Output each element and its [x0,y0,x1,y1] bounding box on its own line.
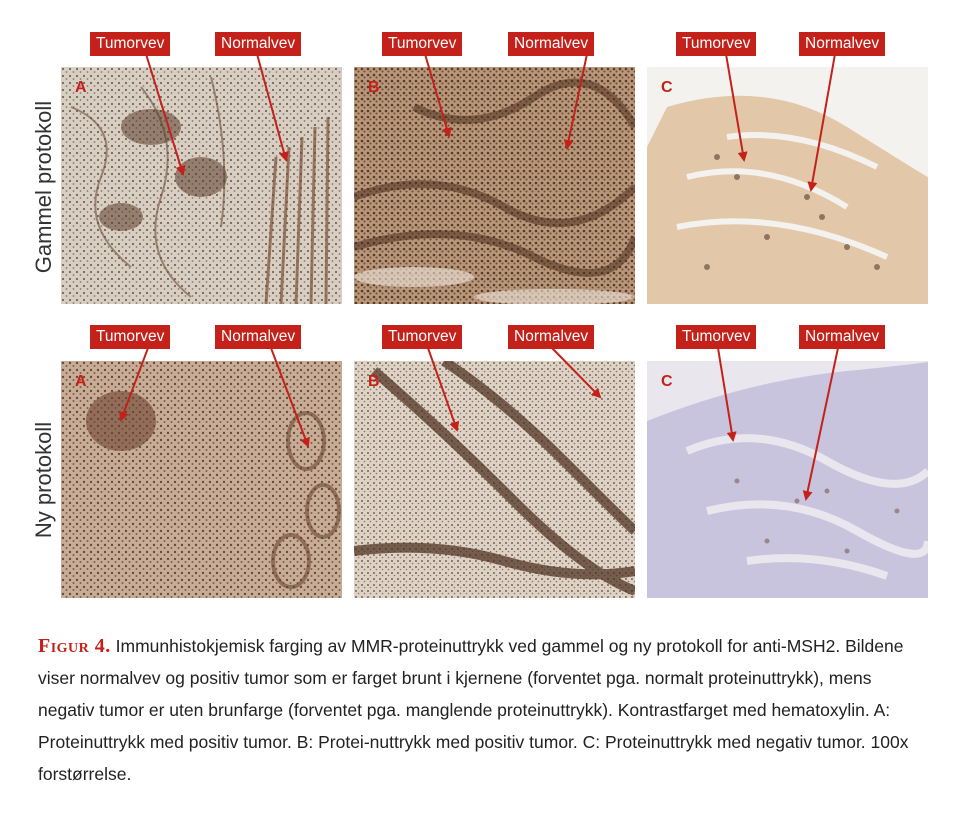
histology-image-new-a [61,361,342,598]
tag-old-a-tumor: Tumorvev [90,32,170,56]
tag-old-a-normal: Normalvev [215,32,301,56]
tag-new-c-tumor: Tumorvev [676,325,756,349]
tag-new-b-normal: Normalvev [508,325,594,349]
panel-old-a [61,67,342,304]
panel-new-a [61,361,342,598]
histology-image-old-b [354,67,635,304]
row-label-new-protocol: Ny protokoll [31,421,56,539]
row-label-old-protocol: Gammel protokoll [31,100,56,274]
panel-new-b [354,361,635,598]
histology-image-old-a [61,67,342,304]
panel-letter-a: A [75,79,87,96]
panel-letter-c: C [661,373,673,390]
tag-new-a-tumor: Tumorvev [90,325,170,349]
tag-old-b-normal: Normalvev [508,32,594,56]
figure-caption [38,630,918,790]
panel-letter-a: A [75,373,87,390]
tag-new-a-normal: Normalvev [215,325,301,349]
panel-letter-b: B [368,373,380,390]
tag-old-c-normal: Normalvev [799,32,885,56]
panel-letter-c: C [661,79,673,96]
tag-new-c-normal: Normalvev [799,325,885,349]
caption-text: Immunhistokjemisk farging av MMR-proteinuttrykk ved gammel og ny protokoll for anti-MSH2. Bildene viser normalvev og positiv tumor som er farget brunt i kjernene (forventet pga. normalt proteinuttrykk), mens negativ tumor er uten brunfarge (forventet pga. manglende proteinuttrykk). Kontrastfarget med hematoxylin. A: Proteinuttrykk med positiv tumor. B: Protei-nuttrykk med positiv tumor. C: Proteinuttrykk med negativ tumor. 100x forstørrelse. [38,636,909,784]
histology-image-old-c [647,67,928,304]
figure-label: Figur 4. [38,635,111,657]
panel-old-b [354,67,635,304]
histology-image-new-c [647,361,928,598]
panel-old-c [647,67,928,304]
panel-new-c [647,361,928,598]
histology-image-new-b [354,361,635,598]
tag-old-b-tumor: Tumorvev [382,32,462,56]
panel-letter-b: B [368,79,380,96]
tag-new-b-tumor: Tumorvev [382,325,462,349]
tag-old-c-tumor: Tumorvev [676,32,756,56]
